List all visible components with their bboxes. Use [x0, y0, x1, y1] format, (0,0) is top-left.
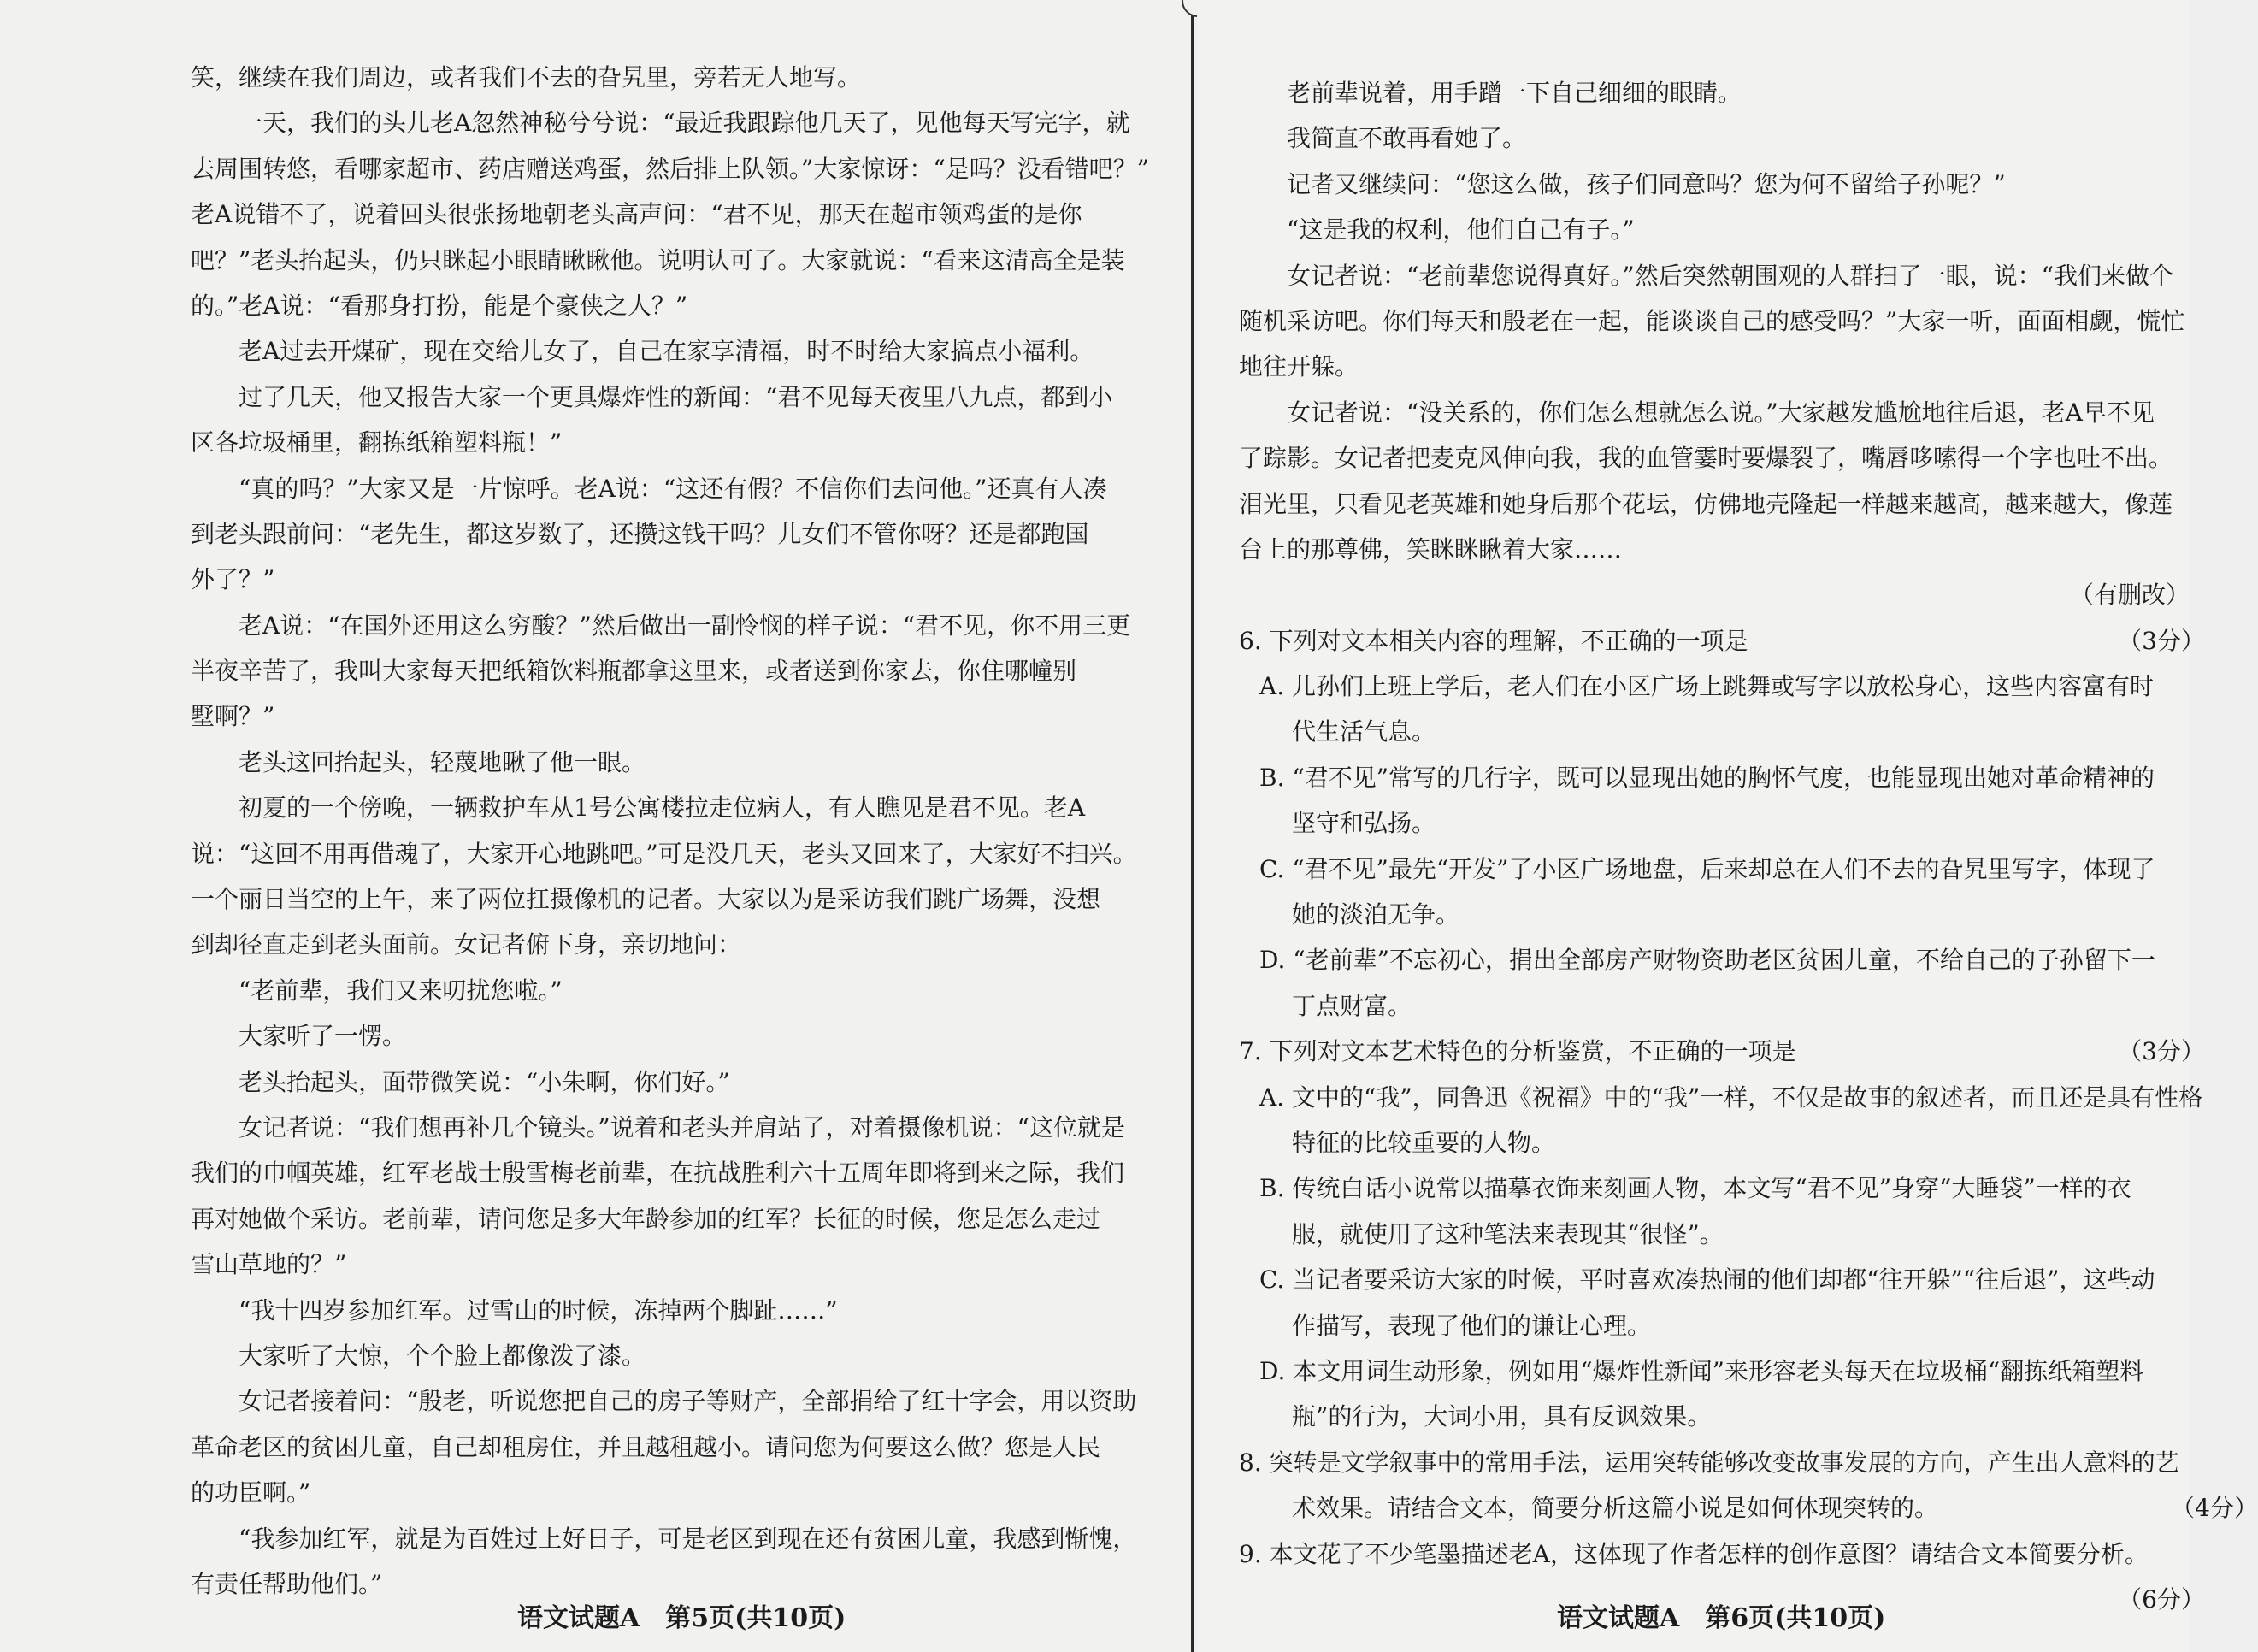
paragraph-line: 说：“这回不用再借魂了，大家开心地跳吧。”可是没几天，老头又回来了，大家好不扫兴。 [191, 839, 1137, 868]
paragraph-line: 女记者说：“我们想再补几个镜头。”说着和老头并肩站了，对着摄像机说：“这位就是 [239, 1112, 1125, 1142]
option-a: A. 文中的“我”，同鲁迅《祝福》中的“我”一样，不仅是故事的叙述者，而且还是具有性格 [1259, 1083, 2203, 1112]
paragraph-line: 外了？” [191, 565, 275, 594]
paragraph-line: 老头这回抬起头，轻蔑地瞅了他一眼。 [239, 747, 646, 776]
paragraph-line: 吧？”老头抬起头，仍只眯起小眼睛瞅瞅他。说明认可了。大家就说：“看来这清高全是装 [191, 245, 1125, 274]
question-9: 9. 本文花了不少笔墨描述老A，这体现了作者怎样的创作意图？请结合文本简要分析。 [1239, 1539, 2149, 1568]
paragraph-line: 台上的那尊佛，笑眯眯瞅着大家…… [1239, 534, 1623, 563]
paragraph-line: 老A说错不了，说着回头很张扬地朝老头高声问：“君不见，那天在超市领鸡蛋的是你 [191, 200, 1082, 229]
option-continuation: 代生活气息。 [1292, 717, 1436, 746]
option-b: B. 传统白话小说常以描摹衣饰来刻画人物，本文写“君不见”身穿“大睡袋”一样的衣 [1259, 1174, 2131, 1203]
paragraph-line: 女记者接着问：“殷老，听说您把自己的房子等财产，全部捐给了红十字会，用以资助 [239, 1387, 1137, 1416]
paragraph-line: “我十四岁参加红军。过雪山的时候，冻掉两个脚趾……” [239, 1295, 838, 1325]
question-score: （6分） [2118, 1584, 2205, 1614]
right-body-text [1239, 70, 2258, 1622]
paragraph-line: 一个丽日当空的上午，来了两位扛摄像机的记者。大家以为是采访我们跳广场舞，没想 [191, 885, 1101, 914]
paragraph-line: 过了几天，他又报告大家一个更具爆炸性的新闻：“君不见每天夜里八九点，都到小 [239, 382, 1113, 411]
paragraph-line: 了踪影。女记者把麦克风伸向我，我的血管霎时要爆裂了，嘴唇哆嗦得一个字也吐不出。 [1239, 444, 2173, 473]
question-score: （4分） [2171, 1494, 2258, 1523]
paragraph-line: 泪光里，只看见老英雄和她身后那个花坛，仿佛地壳隆起一样越来越高，越来越大，像莲 [1239, 489, 2173, 518]
right-page [1197, 0, 2258, 1652]
paragraph-line: 记者又继续问：“您这么做，孩子们同意吗？您为何不留给子孙呢？” [1287, 169, 2006, 198]
paragraph-line: 区各垃圾桶里，翻拣纸箱塑料瓶！” [191, 428, 563, 457]
option-c: C. 当记者要采访大家的时候，平时喜欢凑热闹的他们却都“往开躲”“往后退”，这些动 [1259, 1266, 2155, 1295]
paragraph-line: 我简直不敢再看她了。 [1287, 124, 1527, 153]
option-continuation: 作描写，表现了他们的谦让心理。 [1292, 1311, 1652, 1340]
paragraph-line: 的功臣啊。” [191, 1478, 311, 1507]
paragraph-line: 到却径直走到老头面前。女记者俯下身，亲切地问： [191, 930, 742, 959]
paragraph-line: 初夏的一个傍晚，一辆救护车从1号公寓楼拉走位病人，有人瞧见是君不见。老A [239, 794, 1086, 823]
option-continuation: 服，就使用了这种笔法来表现其“很怪”。 [1292, 1219, 1724, 1248]
option-b: B. “君不见”常写的几行字，既可以显现出她的胸怀气度，也能显现出她对革命精神的 [1259, 763, 2155, 792]
paragraph-line: 我们的巾帼英雄，红军老战士殷雪梅老前辈，在抗战胜利六十五周年即将到来之际，我们 [191, 1159, 1125, 1188]
option-d: D. “老前辈”不忘初心，捐出全部房产财物资助老区贫困儿童，不给自己的子孙留下一 [1259, 946, 2155, 975]
question-8-continuation [1239, 1485, 2258, 1531]
paragraph-line: “真的吗？”大家又是一片惊呼。老A说：“这还有假？不信你们去问他。”还真有人凑 [239, 474, 1107, 503]
revision-note: （有删改） [2069, 581, 2190, 610]
question-7 [1239, 1029, 2205, 1074]
option-continuation: 丁点财富。 [1292, 991, 1412, 1020]
option-continuation: 坚守和弘扬。 [1292, 809, 1436, 838]
paragraph-line: 老头抬起头，面带微笑说：“小朱啊，你们好。” [239, 1067, 730, 1096]
paragraph-line: 去周围转悠，看哪家超市、药店赠送鸡蛋，然后排上队领。”大家惊讶：“是吗？没看错吧？” [191, 154, 1149, 183]
option-d: D. 本文用词生动形象，例如用“爆炸性新闻”来形容老头每天在垃圾桶“翻拣纸箱塑料 [1259, 1356, 2144, 1385]
question-stem: 术效果。请结合文本，简要分析这篇小说是如何体现突转的。 [1292, 1494, 1939, 1523]
paragraph-line: 雪山草地的？” [191, 1250, 347, 1279]
option-continuation: 特征的比较重要的人物。 [1292, 1128, 1556, 1157]
left-page-footer: 语文试题A 第5页(共10页) [517, 1603, 846, 1633]
paragraph-line: 大家听了一愣。 [239, 1022, 407, 1051]
question-stem: 7. 下列对文本艺术特色的分析鉴赏，不正确的一项是 [1239, 1037, 1796, 1066]
left-body-text [191, 55, 1149, 1607]
paragraph-line: 革命老区的贫困儿童，自己却租房住，并且越租越小。请问您为何要这么做？您是人民 [191, 1432, 1101, 1461]
paragraph-line: 有责任帮助他们。” [191, 1569, 383, 1598]
paragraph-line: 女记者说：“没关系的，你们怎么想就怎么说。”大家越发尴尬地往后退，老A早不见 [1287, 398, 2155, 427]
paragraph-line: 老A说：“在国外还用这么穷酸？”然后做出一副怜悯的样子说：“君不见，你不用三更 [239, 611, 1131, 640]
option-a: A. 儿孙们上班上学后，老人们在小区广场上跳舞或写字以放松身心，这些内容富有时 [1259, 672, 2155, 701]
option-continuation: 瓶”的行为，大词小用，具有反讽效果。 [1292, 1402, 1712, 1431]
option-c: C. “君不见”最先“开发”了小区广场地盘，后来却总在人们不去的旮旯里写字，体现了 [1259, 854, 2155, 883]
question-score: （3分） [2118, 626, 2205, 655]
paragraph-line: 老A过去开煤矿，现在交给儿女了，自己在家享清福，时不时给大家搞点小福利。 [239, 337, 1094, 366]
option-continuation: 她的淡泊无争。 [1292, 900, 1460, 929]
right-page-footer: 语文试题A 第6页(共10页) [1557, 1603, 1886, 1633]
paragraph-line: 半夜辛苦了，我叫大家每天把纸箱饮料瓶都拿这里来，或者送到你家去，你住哪幢别 [191, 657, 1077, 686]
paragraph-line: 随机采访吧。你们每天和殷老在一起，能谈谈自己的感受吗？”大家一听，面面相觑，慌忙 [1239, 306, 2185, 335]
question-6 [1239, 618, 2205, 664]
page-divider [1191, 0, 1194, 1652]
paragraph-line: “这是我的权利，他们自己有子。” [1287, 215, 1635, 245]
paragraph-line: 女记者说：“老前辈您说得真好。”然后突然朝围观的人群扫了一眼，说：“我们来做个 [1287, 261, 2173, 290]
paragraph-line: 地往开躲。 [1239, 352, 1359, 381]
paragraph-line: 再对她做个采访。老前辈，请问您是多大年龄参加的红军？长征的时候，您是怎么走过 [191, 1204, 1101, 1233]
question-score: （3分） [2118, 1037, 2205, 1066]
question-stem: 6. 下列对文本相关内容的理解，不正确的一项是 [1239, 626, 1748, 655]
paragraph-line: “我参加红军，就是为百姓过上好日子，可是老区到现在还有贫困儿童，我感到惭愧， [239, 1524, 1137, 1553]
question-8: 8. 突转是文学叙事中的常用手法，运用突转能够改变故事发展的方向，产生出人意料的艺 [1239, 1448, 2179, 1477]
paragraph-line: “老前辈，我们又来叨扰您啦。” [239, 976, 563, 1005]
paragraph-line: 一天，我们的头儿老A忽然神秘兮兮说：“最近我跟踪他几天了，见他每天写完字，就 [239, 109, 1130, 138]
paragraph-line: 笑，继续在我们周边，或者我们不去的旮旯里，旁若无人地写。 [191, 63, 862, 91]
paragraph-line: 老前辈说着，用手蹭一下自己细细的眼睛。 [1287, 79, 1742, 107]
paragraph-line: 大家听了大惊，个个脸上都像泼了漆。 [239, 1341, 646, 1370]
paragraph-line: 到老头跟前问：“老先生，都这岁数了，还攒这钱干吗？儿女们不管你呀？还是都跑国 [191, 519, 1089, 548]
paragraph-line: 的。”老A说：“看那身打扮，能是个豪侠之人？” [191, 291, 688, 320]
paragraph-line: 墅啊？” [191, 702, 275, 731]
